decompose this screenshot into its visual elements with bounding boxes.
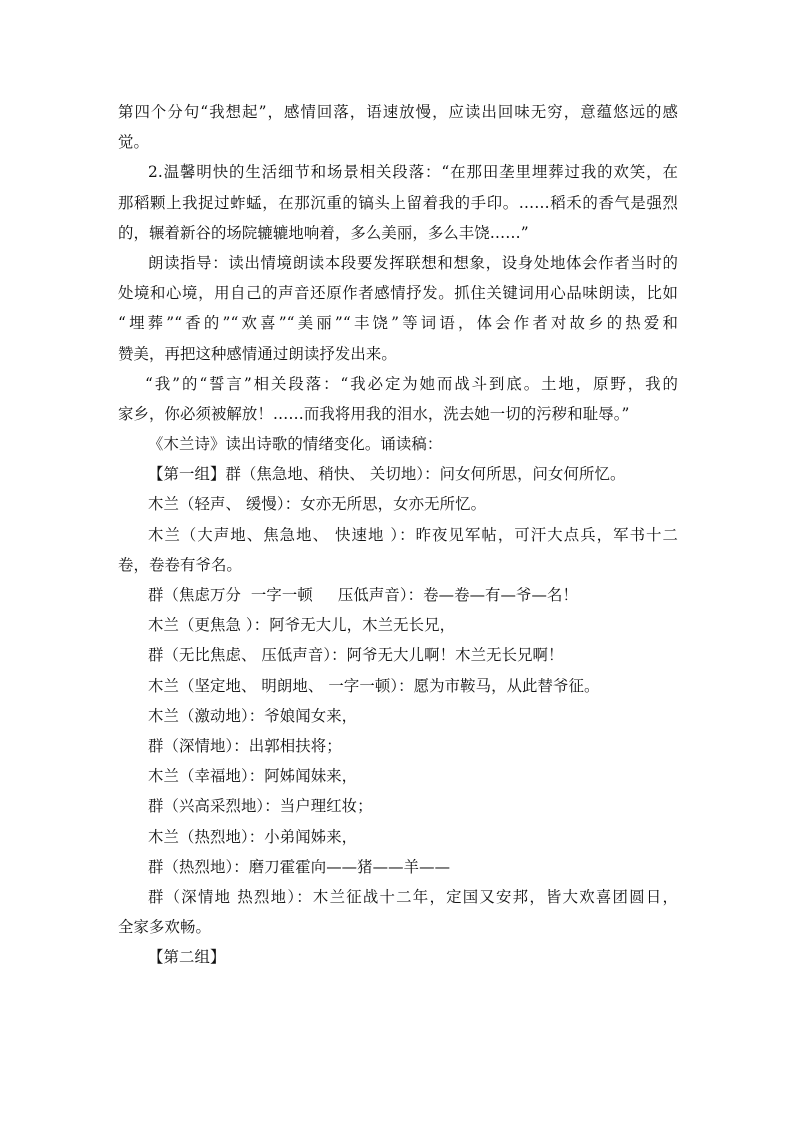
section-heading: 【第二组】 [148,948,226,967]
paragraph-line: 2.温馨明快的生活细节和场景相关段落：“在那田垄里埋葬过我的欢笑，在 [148,163,678,182]
document-body [118,97,678,972]
paragraph-line: 处境和心境，用自己的声音还原作者感情抒发。抓住关键词用心品味朗读，比如 [118,284,678,303]
paragraph-line: “我”的“誓言”相关段落：“我必定为她而战斗到底。土地，原野，我的 [145,374,678,393]
paragraph-line: 群（焦虑万分 一字一顿 压低声音）：卷—卷—有—爷—名！ [148,586,579,604]
paragraph-line: 木兰（热烈地）：小弟闻姊来， [148,827,358,846]
paragraph-line: 群（深情地）：出郭相扶将； [148,736,342,755]
paragraph-line: 木兰（大声地、焦急地、 快速地 ）：昨夜见军帖，可汗大点兵，军书十二 [148,525,678,544]
paragraph-line: 木兰（激动地）：爷娘闻女来， [148,706,358,725]
paragraph-line: 【第一组】群（焦急地、稍快、 关切地）：问女何所思，问女何所忆。 [148,465,626,484]
paragraph-line: 群（热烈地）：磨刀霍霍向——猪——羊—— [148,857,451,876]
paragraph-line: “埋葬”“香的”“欢喜”“美丽”“丰饶”等词语，体会作者对故乡的热爱和 [118,314,678,333]
paragraph-line: 家乡，你必须被解放！……而我将用我的泪水，洗去她一切的污秽和耻辱。” [118,404,630,423]
paragraph-line: 第四个分句“我想起”，感情回落，语速放慢，应读出回味无穷，意蕴悠远的感 [118,103,678,121]
paragraph-line: 全家多欢畅。 [118,918,211,937]
paragraph-line: 《木兰诗》读出诗歌的情绪变化。诵读稿： [148,435,443,454]
paragraph-line: 赞美，再把这种感情通过朗读抒发出来。 [118,344,397,363]
paragraph-line: 木兰（幸福地）：阿姊闻妹来， [148,767,358,786]
paragraph-line: 朗读指导：读出情境朗读本段要发挥联想和想象，设身处地体会作者当时的 [148,253,678,272]
paragraph-line: 木兰（坚定地、 明朗地、 一字一顿）：愿为市鞍马，从此替爷征。 [148,676,600,695]
paragraph-line: 觉。 [118,133,149,152]
paragraph-line: 群（深情地 热烈地）：木兰征战十二年，定国又安邦，皆大欢喜团圆日， [148,887,678,906]
paragraph-line: 那稻颗上我捉过蚱蜢，在那沉重的镐头上留着我的手印。……稻禾的香气是强烈 [118,193,678,212]
paragraph-line: 木兰（轻声、 缓慢）：女亦无所思，女亦无所忆。 [148,495,487,514]
paragraph-line: 卷，卷卷有爷名。 [118,555,242,574]
paragraph-line: 的，辗着新谷的场院辘辘地响着，多么美丽，多么丰饶……” [118,223,529,242]
paragraph-line: 群（兴高采烈地）：当户理红妆； [148,797,373,816]
paragraph-line: 木兰（更焦急 ）：阿爷无大儿，木兰无长兄， [148,616,456,635]
paragraph-line: 群（无比焦虑、 压低声音）：阿爷无大儿啊！木兰无长兄啊！ [148,646,564,665]
